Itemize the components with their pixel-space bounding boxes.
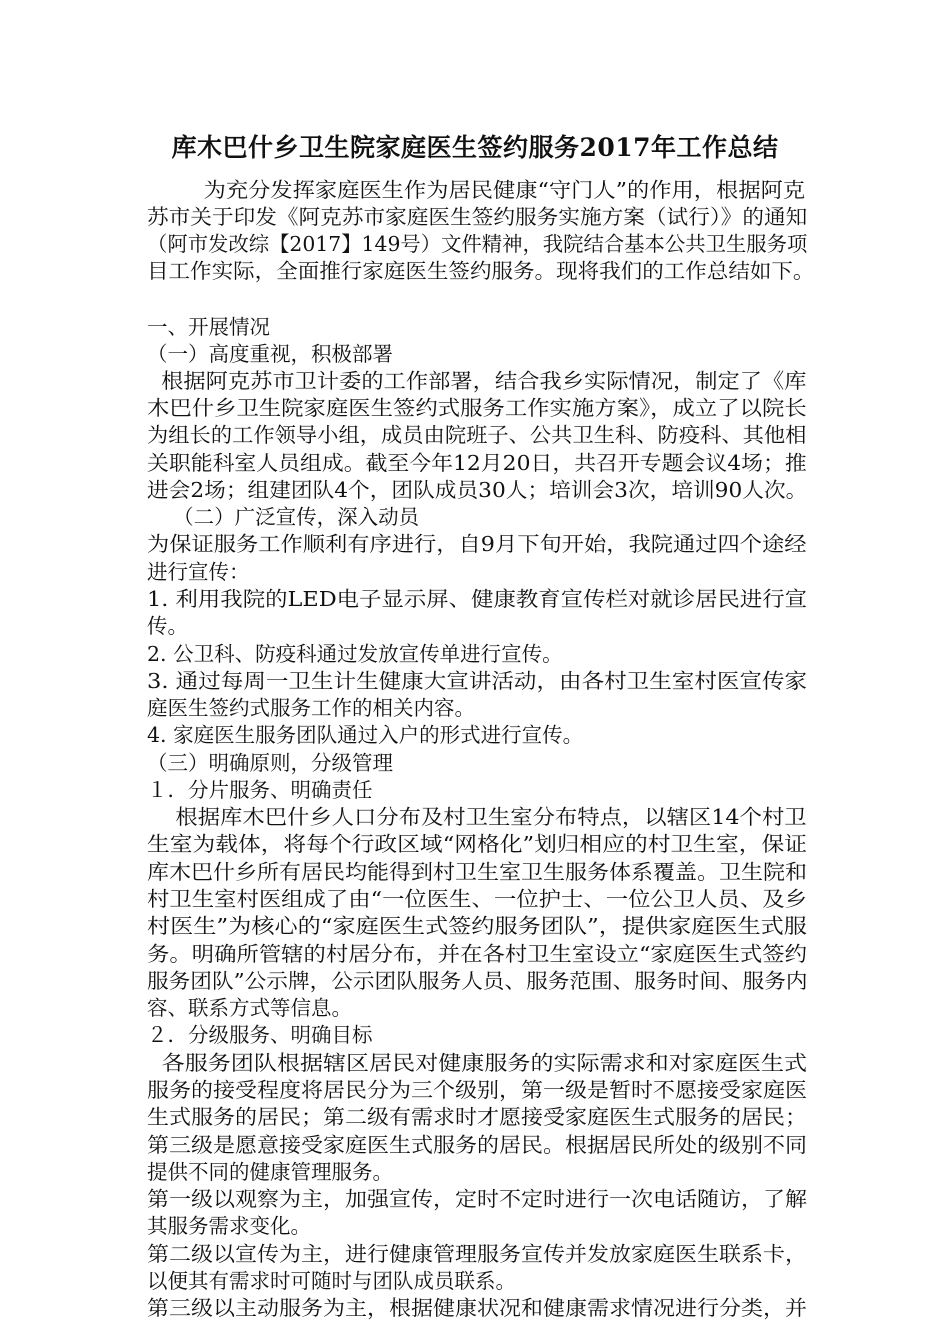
body-line: 各服务团队根据辖区居民对健康服务的实际需求和对家庭医生式 [147,1051,808,1075]
body-line: 容、联系方式等信息。 [147,996,352,1020]
body-line: １．分片服务、明确责任 [147,778,373,802]
body-line: 提供不同的健康管理服务。 [147,1160,393,1184]
body-line: 木巴什乡卫生院家庭医生签约式服务工作实施方案》，成立了以院长 [147,396,807,420]
body-line: （三）明确原则，分级管理 [147,751,393,775]
body-line: （一）高度重视，积极部署 [147,342,393,366]
body-line: 第一级以观察为主，加强宣传，定时不定时进行一次电话随访，了解 [147,1187,808,1211]
body-line: 2. 公卫科、防疫科通过发放宣传单进行宣传。 [147,642,563,666]
body-line: 根据阿克苏市卫计委的工作部署，结合我乡实际情况，制定了《库 [147,369,807,393]
body-line: 目工作实际，全面推行家庭医生签约服务。现将我们的工作总结如下。 [147,259,815,283]
body-line: 关职能科室人员组成。截至今年12月20日，共召开专题会议4场；推 [147,451,807,475]
body-line: 为充分发挥家庭医生作为居民健康“守门人”的作用，根据阿克 [147,178,806,202]
body-line: 为保证服务工作顺利有序进行，自9月下旬开始，我院通过四个途经 [147,532,807,556]
body-line: 服务的接受程度将居民分为三个级别，第一级是暂时不愿接受家庭医 [147,1078,808,1102]
body-line: 库木巴什乡所有居民均能得到村卫生室卫生服务体系覆盖。卫生院和 [147,860,808,884]
body-line: 庭医生签约式服务工作的相关内容。 [147,696,475,720]
body-line: 其服务需求变化。 [147,1214,311,1238]
body-line: 村卫生室村医组成了由“一位医生、一位护士、一位公卫人员、及乡 [147,887,807,911]
document-title: 库木巴什乡卫生院家庭医生签约服务2017年工作总结 [171,133,779,162]
body-line: 根据库木巴什乡人口分布及村卫生室分布特点，以辖区14个村卫 [147,805,807,829]
body-line: 为组长的工作领导小组，成员由院班子、公共卫生科、防疫科、其他相 [147,423,807,447]
body-line: 第二级以宣传为主，进行健康管理服务宣传并发放家庭医生联系卡， [147,1242,808,1266]
body-line: 务。明确所管辖的村居分布，并在各村卫生室设立“家庭医生式签约 [147,942,807,966]
body-line: 生式服务的居民；第二级有需求时才愿接受家庭医生式服务的居民； [147,1105,808,1129]
body-line: 第三级是愿意接受家庭医生式服务的居民。根据居民所处的级别不同 [147,1133,808,1157]
body-line: 苏市关于印发《阿克苏市家庭医生签约服务实施方案（试行）》的通知 [147,205,808,229]
body-line: （二）广泛宣传，深入动员 [147,505,420,529]
body-line: 进会2场；组建团队4个，团队成员30人；培训会3次，培训90人次。 [147,478,808,502]
body-line: 生室为载体，将每个行政区域“网格化”划归相应的村卫生室，保证 [147,832,807,856]
body-line: 一、开展情况 [147,315,270,339]
body-line: ２．分级服务、明确目标 [147,1023,373,1047]
body-line: 3. 通过每周一卫生计生健康大宣讲活动，由各村卫生室村医宣传家 [147,669,808,693]
body-line: 1. 利用我院的LED电子显示屏、健康教育宣传栏对就诊居民进行宣 [147,587,808,611]
body-line: 传。 [147,614,188,638]
body-line: 进行宣传： [147,560,250,584]
body-line: 服务团队”公示牌，公示团队服务人员、服务范围、服务时间、服务内 [147,969,808,993]
body-line: 村医生”为核心的“家庭医生式签约服务团队”，提供家庭医生式服 [147,914,807,938]
body-line: 以便其有需求时可随时与团队成员联系。 [147,1269,516,1293]
body-line: 4. 家庭医生服务团队通过入户的形式进行宣传。 [147,723,584,747]
body-line: 第三级以主动服务为主，根据健康状况和健康需求情况进行分类，并 [147,1296,808,1320]
body-line: （阿市发改综【2017】149号）文件精神，我院结合基本公共卫生服务项 [147,232,808,256]
